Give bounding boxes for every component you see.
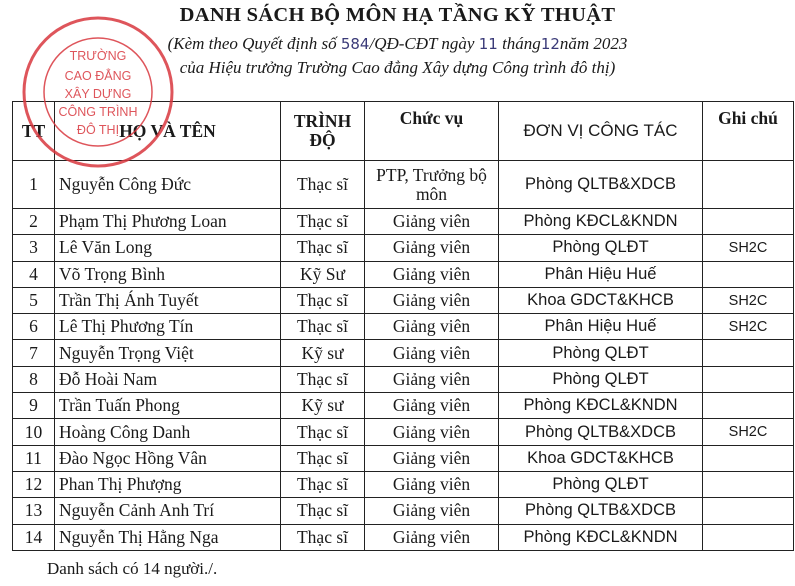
- cell-position: Giảng viên: [365, 498, 499, 524]
- cell-level: Thạc sĩ: [281, 419, 365, 445]
- cell-name: Phạm Thị Phương Loan: [55, 209, 281, 235]
- cell-level: Kỹ sư: [281, 393, 365, 419]
- cell-level: Thạc sĩ: [281, 161, 365, 209]
- cell-note: [703, 161, 794, 209]
- header-position: Chức vụ: [365, 102, 499, 161]
- cell-position: Giảng viên: [365, 209, 499, 235]
- cell-name: Lê Thị Phương Tín: [55, 314, 281, 340]
- cell-level: Thạc sĩ: [281, 209, 365, 235]
- cell-position: Giảng viên: [365, 261, 499, 287]
- cell-name: Đào Ngọc Hồng Vân: [55, 445, 281, 471]
- cell-position: Giảng viên: [365, 524, 499, 550]
- cell-stt: 6: [13, 314, 55, 340]
- cell-name: Nguyễn Trọng Việt: [55, 340, 281, 366]
- cell-stt: 10: [13, 419, 55, 445]
- table-row: [13, 209, 794, 235]
- cell-note: SH2C: [703, 419, 794, 445]
- cell-unit: Phòng QLTB&XDCB: [499, 498, 703, 524]
- header-note: Ghi chú: [703, 102, 794, 161]
- cell-name: Võ Trọng Bình: [55, 261, 281, 287]
- table-row: [13, 340, 794, 366]
- cell-level: Thạc sĩ: [281, 287, 365, 313]
- cell-level: Thạc sĩ: [281, 498, 365, 524]
- seal-text-line: ĐÔ THỊ: [76, 123, 120, 137]
- cell-stt: 14: [13, 524, 55, 550]
- cell-note: [703, 471, 794, 497]
- cell-note: [703, 261, 794, 287]
- table-row: [13, 161, 794, 209]
- cell-name: Hoàng Công Danh: [55, 419, 281, 445]
- cell-unit: Phân Hiệu Huế: [499, 261, 703, 287]
- cell-unit: Phân Hiệu Huế: [499, 314, 703, 340]
- cell-name: Phan Thị Phượng: [55, 471, 281, 497]
- table-row: [13, 314, 794, 340]
- cell-level: Thạc sĩ: [281, 235, 365, 261]
- cell-level: Thạc sĩ: [281, 366, 365, 392]
- cell-stt: 8: [13, 366, 55, 392]
- cell-name: Nguyễn Công Đức: [55, 161, 281, 209]
- cell-level: Thạc sĩ: [281, 471, 365, 497]
- footer-count: Danh sách có 14 người./.: [47, 559, 218, 578]
- cell-unit: Phòng QLĐT: [499, 471, 703, 497]
- decision-month-label: tháng: [502, 34, 541, 53]
- cell-note: [703, 524, 794, 550]
- cell-name: Nguyễn Cảnh Anh Trí: [55, 498, 281, 524]
- decision-day: 11: [478, 35, 498, 53]
- cell-note: SH2C: [703, 235, 794, 261]
- decision-mid: /QĐ-CĐT ngày: [369, 34, 475, 53]
- staff-table: [12, 101, 794, 551]
- decision-month: 12: [540, 35, 560, 53]
- cell-position: Giảng viên: [365, 314, 499, 340]
- cell-unit: Khoa GDCT&KHCB: [499, 287, 703, 313]
- table-row: [13, 445, 794, 471]
- table-row: [13, 471, 794, 497]
- cell-position: Giảng viên: [365, 445, 499, 471]
- table-row: [13, 498, 794, 524]
- header-stt: TT: [13, 102, 55, 161]
- table-row: [13, 287, 794, 313]
- seal-text-line: CÔNG TRÌNH: [58, 105, 138, 119]
- cell-position: PTP, Trưởng bộ môn: [365, 161, 499, 209]
- cell-name: Trần Tuấn Phong: [55, 393, 281, 419]
- cell-level: Thạc sĩ: [281, 524, 365, 550]
- seal-text-line: CAO ĐẲNG: [64, 69, 132, 83]
- table-row: [13, 393, 794, 419]
- cell-note: [703, 366, 794, 392]
- cell-note: [703, 498, 794, 524]
- cell-name: Lê Văn Long: [55, 235, 281, 261]
- table-row: [13, 261, 794, 287]
- cell-note: [703, 445, 794, 471]
- cell-level: Kỹ sư: [281, 340, 365, 366]
- decision-year: năm 2023: [559, 34, 628, 53]
- cell-unit: Phòng QLTB&XDCB: [499, 419, 703, 445]
- cell-position: Giảng viên: [365, 419, 499, 445]
- seal-text-line: TRƯỜNG: [69, 49, 127, 63]
- cell-stt: 3: [13, 235, 55, 261]
- table-row: [13, 366, 794, 392]
- cell-stt: 7: [13, 340, 55, 366]
- document-title: DANH SÁCH BỘ MÔN HẠ TẦNG KỸ THUẬT: [179, 4, 616, 26]
- decision-line: [0, 34, 795, 54]
- cell-stt: 1: [13, 161, 55, 209]
- cell-unit: Phòng QLTB&XDCB: [499, 161, 703, 209]
- header-unit: ĐƠN VỊ CÔNG TÁC: [499, 102, 703, 161]
- cell-name: Trần Thị Ánh Tuyết: [55, 287, 281, 313]
- seal-text-line: XÂY DỰNG: [64, 87, 132, 101]
- cell-unit: Khoa GDCT&KHCB: [499, 445, 703, 471]
- cell-level: Thạc sĩ: [281, 445, 365, 471]
- cell-stt: 11: [13, 445, 55, 471]
- cell-stt: 9: [13, 393, 55, 419]
- cell-unit: Phòng QLĐT: [499, 235, 703, 261]
- cell-stt: 12: [13, 471, 55, 497]
- decision-number: 584: [340, 35, 370, 53]
- table-row: [13, 235, 794, 261]
- cell-note: [703, 393, 794, 419]
- cell-note: SH2C: [703, 287, 794, 313]
- decision-prefix: (Kèm theo Quyết định số: [167, 34, 337, 53]
- table-row: [13, 419, 794, 445]
- header-name: HỌ VÀ TÊN: [55, 102, 281, 161]
- cell-unit: Phòng KĐCL&KNDN: [499, 209, 703, 235]
- table-header-row: [13, 102, 794, 161]
- cell-stt: 13: [13, 498, 55, 524]
- cell-position: Giảng viên: [365, 235, 499, 261]
- cell-position: Giảng viên: [365, 340, 499, 366]
- cell-name: Đỗ Hoài Nam: [55, 366, 281, 392]
- cell-note: [703, 340, 794, 366]
- table-row: [13, 524, 794, 550]
- cell-note: SH2C: [703, 314, 794, 340]
- cell-stt: 4: [13, 261, 55, 287]
- cell-position: Giảng viên: [365, 287, 499, 313]
- cell-stt: 2: [13, 209, 55, 235]
- cell-level: Kỹ Sư: [281, 261, 365, 287]
- issuer-line: của Hiệu trưởng Trường Cao đẳng Xây dựng Công trình đô thị): [179, 58, 616, 77]
- cell-position: Giảng viên: [365, 393, 499, 419]
- cell-unit: Phòng KĐCL&KNDN: [499, 524, 703, 550]
- cell-stt: 5: [13, 287, 55, 313]
- cell-position: Giảng viên: [365, 471, 499, 497]
- cell-unit: Phòng QLĐT: [499, 366, 703, 392]
- cell-note: [703, 209, 794, 235]
- cell-name: Nguyễn Thị Hằng Nga: [55, 524, 281, 550]
- cell-position: Giảng viên: [365, 366, 499, 392]
- header-level: TRÌNH ĐỘ: [281, 102, 365, 161]
- cell-level: Thạc sĩ: [281, 314, 365, 340]
- cell-unit: Phòng QLĐT: [499, 340, 703, 366]
- cell-unit: Phòng KĐCL&KNDN: [499, 393, 703, 419]
